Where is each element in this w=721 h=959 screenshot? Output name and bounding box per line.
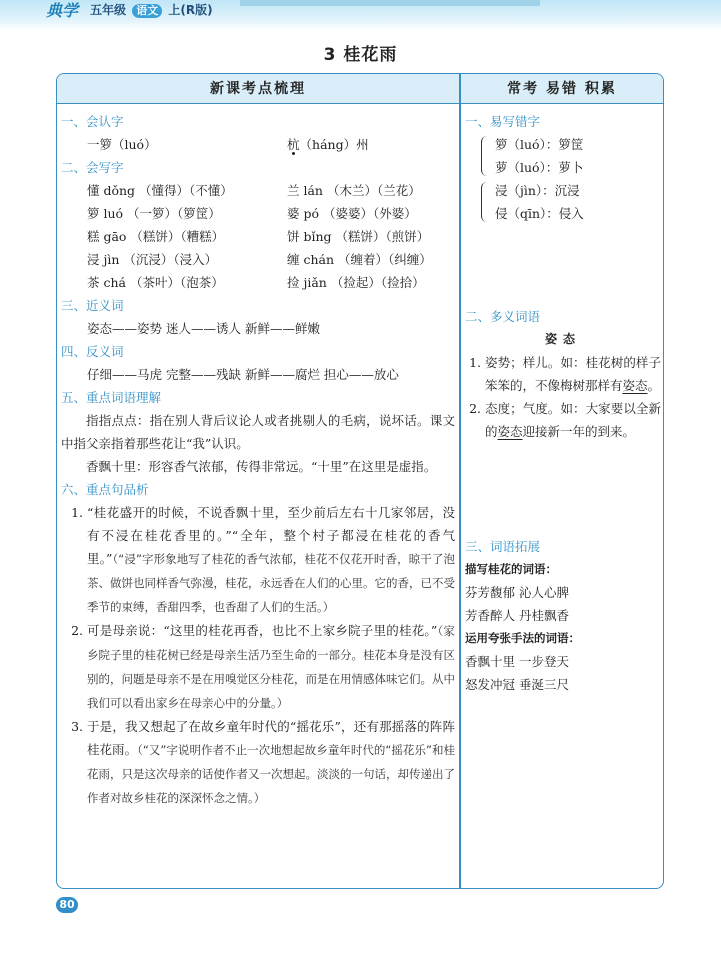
sentence-analysis-item — [61, 501, 455, 619]
sentence-quote: 可是母亲说：“这里的桂花再香，也比不上家乡院子里的桂花。” — [87, 623, 438, 638]
recognize-word-1: 一箩（luó） — [87, 137, 157, 152]
section-title-word-expansion: 三、词语拓展 — [465, 539, 541, 554]
definition-item — [465, 397, 661, 443]
mistake-line: 箩（luó）：箩筐 — [495, 137, 584, 152]
sentence-quote: 于是，我又想起了在故乡童年时代的“摇花乐”，还有那摇落的阵阵桂花雨。 — [87, 719, 455, 757]
write-item: 缠 chán （缠着）（纠缠） — [287, 252, 432, 267]
write-item: 捡 jiǎn （捡起）（捡拾） — [287, 275, 425, 290]
key-word-explanation: 指指点点：指在别人背后议论人或者挑剔人的毛病，说坏话。课文中指父亲指着那些花让“我”认识。 — [61, 413, 455, 451]
section-title-key-sentences: 六、重点句品析 — [61, 482, 149, 497]
section-title-synonyms: 三、近义词 — [61, 298, 124, 313]
subject-badge: 语文 — [132, 4, 162, 18]
write-row — [61, 271, 455, 294]
write-item: 茶 chá （茶叶）（泡茶） — [87, 275, 224, 290]
spacer — [465, 225, 661, 305]
mistake-group — [481, 179, 661, 225]
definition-text: 姿势；样儿。如：桂花树的样子笨笨的，不像梅树那样有 — [485, 355, 661, 393]
expansion-line: 香飘十里 一步登天 — [465, 654, 569, 669]
volume-text: 上(R版) — [168, 3, 213, 17]
sentence-note: （“浸”字形象地写了桂花的香气浓郁，桂花不仅花开时香，晾干了泡茶、做饼也同样香气弥漫，桂花，永远香在人们的心里。它的香，已不受季节的束缚，香甜四季，也香甜了人们的生活。） — [87, 552, 456, 614]
section-title-antonyms: 四、反义词 — [61, 344, 124, 359]
definition-end: 迎接新一年的到来。 — [522, 424, 636, 439]
underlined-word: 姿态 — [497, 424, 523, 439]
right-column — [465, 110, 661, 696]
content-table — [56, 73, 664, 889]
write-item: 兰 lán （木兰）（兰花） — [287, 183, 421, 198]
key-word-explanation: 香飘十里：形容香气浓郁，传得非常远。“十里”在这里是虚指。 — [86, 459, 437, 474]
definition-item — [465, 351, 661, 397]
write-item: 浸 jìn （沉浸）（浸入） — [87, 252, 218, 267]
mistake-group — [481, 133, 661, 179]
grade-label — [90, 1, 213, 18]
dotted-char: 杭 — [287, 137, 300, 152]
lesson-title: 3 桂花雨 — [323, 45, 398, 65]
sentence-analysis-item — [61, 619, 455, 715]
write-item: 懂 dǒng （懂得）（不懂） — [87, 183, 233, 198]
expansion-line: 芳香醉人 丹桂飘香 — [465, 608, 569, 623]
recognize-word-2 — [287, 133, 369, 156]
recognize-row — [61, 133, 455, 156]
brace-icon — [481, 136, 489, 176]
grade-text: 五年级 — [90, 3, 127, 17]
left-column — [61, 110, 455, 810]
write-row — [61, 225, 455, 248]
write-row — [61, 202, 455, 225]
write-row — [61, 179, 455, 202]
page-number: 80 — [56, 897, 78, 913]
mistake-line: 萝（luó）：萝卜 — [495, 160, 584, 175]
column-divider — [459, 74, 461, 889]
brace-icon — [481, 182, 489, 222]
left-column-header: 新课考点梳理 — [57, 74, 459, 104]
synonyms-text: 姿态——姿势 迷人——诱人 新鲜——鲜嫩 — [87, 321, 320, 336]
sentence-quote: “桂花盛开的时候，不说香飘十里，至少前后左右十几家邻居，没有不浸在桂花香里的。”“全年，整个村子都浸在桂花的香气里。” — [87, 505, 455, 566]
definition-end: 。 — [647, 378, 661, 393]
write-row — [61, 248, 455, 271]
subheading-exaggeration-words: 运用夸张手法的词语： — [465, 631, 580, 645]
mistake-line: 浸（jìn）：沉浸 — [495, 183, 580, 198]
expansion-line: 芬芳馥郁 沁人心脾 — [465, 585, 569, 600]
polysemy-word: 姿态 — [544, 332, 581, 346]
sentence-analysis-item — [61, 715, 455, 810]
antonyms-text: 仔细——马虎 完整——残缺 新鲜——腐烂 担心——放心 — [87, 367, 399, 382]
recognize-word-2-rest: （háng）州 — [299, 137, 369, 152]
write-item: 婆 pó （婆婆）（外婆） — [287, 206, 417, 221]
section-title-easy-mistakes: 一、易写错字 — [465, 114, 541, 129]
item-number: 3. — [71, 719, 83, 734]
subheading-osmanthus-words: 描写桂花的词语： — [465, 562, 557, 576]
write-item: 饼 bǐng （糕饼）（煎饼） — [287, 229, 430, 244]
mistake-line: 侵（qīn）：侵入 — [495, 206, 584, 221]
section-title-polysemy: 二、多义词语 — [465, 309, 541, 324]
banner-decoration — [240, 0, 540, 6]
top-banner — [0, 0, 721, 30]
item-number: 1. — [469, 355, 481, 370]
spacer — [465, 443, 661, 535]
right-column-header: 常考 易错 积累 — [459, 74, 664, 104]
section-title-key-words: 五、重点词语理解 — [61, 390, 162, 405]
sentence-note: （家乡院子里的桂花树已经是母亲生活乃至生命的一部分。桂花本身是没有区别的，问题是母亲不是在用嗅觉区分桂花，而是在用情感体味它们。从中我们可以看出家乡在母亲心中的分量。） — [87, 624, 455, 710]
item-number: 1. — [71, 505, 83, 520]
brand-logo: 典学 — [46, 1, 79, 20]
section-title-write: 二、会写字 — [61, 160, 124, 175]
underlined-word: 姿态 — [622, 378, 648, 393]
section-title-recognize: 一、会认字 — [61, 114, 124, 129]
definition-text: 态度；气度。如：大家要以全新的 — [485, 401, 661, 439]
write-item: 箩 luó （一箩）（箩筐） — [87, 206, 221, 221]
write-item: 糕 gāo （糕饼）（糟糕） — [87, 229, 225, 244]
item-number: 2. — [469, 401, 481, 416]
sentence-note: （“又”字说明作者不止一次地想起故乡童年时代的“摇花乐”和桂花雨，只是这次母亲的话使作者又一次想起。淡淡的一句话，却传递出了作者对故乡桂花的深深怀念之情。） — [87, 743, 455, 805]
item-number: 2. — [71, 623, 83, 638]
expansion-line: 怒发冲冠 垂涎三尺 — [465, 677, 569, 692]
